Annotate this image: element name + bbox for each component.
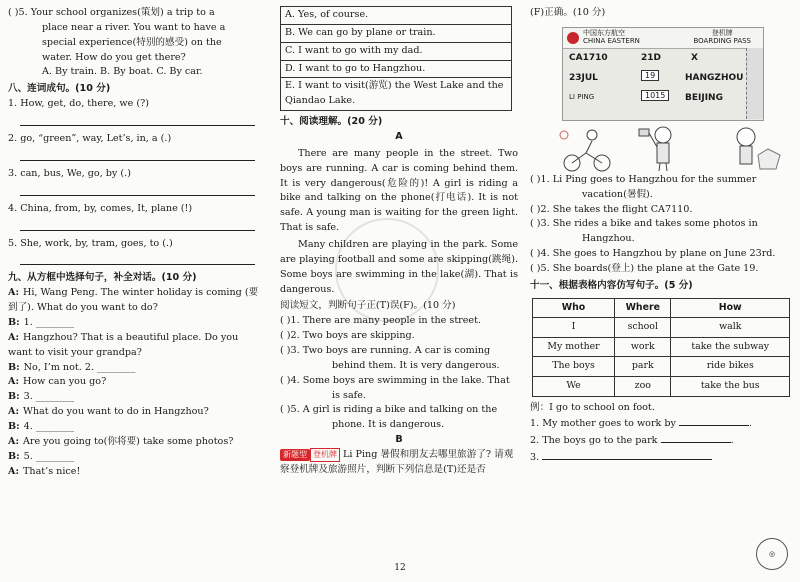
girl-taking-photo-illustration [633, 125, 693, 173]
table-cell: ride bikes [671, 357, 790, 377]
table-cell: work [615, 337, 671, 357]
airline-cn: 中国东方航空 [583, 28, 625, 37]
tf-instruction: 阅读短文，判断句子正(T)误(F)。(10 分) [280, 300, 456, 312]
tf-item: ( )5. A girl is riding a bike and talking on the phone. It is dangerous. [280, 404, 498, 431]
dialog-line [8, 420, 263, 435]
dialog-text: How can you go? [23, 376, 107, 388]
gate-number: 19 [641, 70, 659, 81]
answer-blank[interactable] [679, 415, 749, 426]
dialog-text: 1. ________ [23, 317, 75, 329]
answer-prompt: 3. [530, 452, 540, 464]
speaker: A: [8, 435, 19, 447]
new-type-tag: 新题型 [280, 449, 310, 461]
table-header: How [671, 298, 790, 318]
passenger-name: LI PING [569, 92, 595, 101]
dialog-line [8, 375, 263, 390]
boarding-pass [562, 27, 764, 121]
q5-options: A. By train. B. By boat. C. By car. [42, 66, 203, 78]
tf-item: ( )4. She goes to Hangzhou by plane on June 23rd. [530, 248, 776, 260]
table-cell: We [533, 377, 615, 397]
dialog-line [8, 390, 263, 405]
tf-list-b [530, 173, 792, 277]
table-cell: take the bus [671, 377, 790, 397]
dialog [8, 286, 263, 479]
option-e: E. I want to visit(游览) the West Lake and the Qiandao Lake. [281, 78, 512, 111]
dialog-line [8, 435, 263, 450]
tf-item: ( )5. She boards(登上) the plane at the Gate 19. [530, 263, 759, 275]
section-8-title: 八、连词成句。(10 分) [8, 83, 111, 95]
passage-b-intro: Li Ping 暑假和朋友去哪里旅游了? 请观察登机牌及旅游照片，判断下列信息是(T)还是否 [280, 449, 514, 475]
tf-item: ( )2. Two boys are skipping. [280, 330, 415, 342]
dialog-text: 4. ________ [23, 421, 75, 433]
table-cell: zoo [615, 377, 671, 397]
tf-list-a [280, 314, 518, 433]
origin: BEIJING [685, 92, 723, 103]
speaker: A: [8, 406, 19, 418]
dialog-text: Are you going to(你将要) take some photos? [23, 435, 234, 447]
girl-at-lake-illustration [718, 125, 784, 173]
info-table [532, 298, 790, 397]
dialog-text: No, I’m not. 2. ________ [23, 361, 136, 373]
question-5 [8, 6, 263, 80]
passage-a-para1: There are many people in the street. Two boys are running. A car is coming behind them. It is very dangerous(危险的)! A girl is riding a bike and talking on the phone(打电话). It is not safe. A young man is waiting for the green light. That is safe. [280, 147, 518, 234]
scramble-item: 4. China, from, by, comes, It, plane (!) [8, 202, 193, 214]
table-row [533, 377, 790, 397]
dialog-text: What do you want to do in Hangzhou? [23, 406, 209, 418]
column-middle [280, 6, 518, 478]
boarding-pass-tag: 登机牌 [310, 448, 340, 462]
airline-en: CHINA EASTERN [583, 37, 640, 46]
tf-item: ( )4. Some boys are swimming in the lake. That is safe. [280, 374, 510, 401]
option-c: C. I want to go with my dad. [281, 42, 512, 60]
table-header: Who [533, 298, 615, 318]
flight-number: CA1710 [569, 52, 608, 63]
speaker: A: [8, 287, 19, 299]
tf-item: ( )1. There are many people in the street. [280, 315, 482, 327]
scramble-item: 2. go, “green”, way, Let’s, in, a (.) [8, 133, 172, 145]
boarding-time: 1015 [641, 90, 669, 101]
table-cell: take the subway [671, 337, 790, 357]
dialog-text: 5. ________ [23, 450, 75, 462]
section-9-title: 九、从方框中选择句子，补全对话。(10 分) [8, 272, 197, 284]
speaker: A: [8, 465, 19, 477]
answer-blank[interactable] [661, 432, 731, 443]
dialog-line [8, 331, 263, 361]
section-11-title: 十一、根据表格内容仿写句子。(5 分) [530, 279, 693, 291]
answer-blank[interactable] [542, 449, 712, 460]
table-cell: The boys [533, 357, 615, 377]
table-row [533, 318, 790, 338]
q5-line: water. How do you get there? [42, 51, 186, 63]
publisher-logo-icon: ◎ [756, 538, 788, 570]
q5-line: place near a river. You want to have a [42, 21, 226, 33]
answer-line[interactable] [20, 219, 255, 231]
dialog-text: Hangzhou? That is a beautiful place. Do you want to visit your grandpa? [8, 331, 239, 358]
tf-item: ( )1. Li Ping goes to Hangzhou for the summer vacation(暑假). [530, 173, 757, 200]
column-right: (F)正确。(10 分) 中国东方航空 CHINA EASTERN 登机牌 BOARDING PASS CA1710 21D X 23JUL 19 HANGZHOU LI PING 1015 BEIJING ( )1. Li Ping goes to Hangzhou for the summer vacation(暑假). ( )2. She takes the flight CA7110. ( )3. She rides a bike and takes some photos in Hangzhou. ( )4. She goes to Hangzhou by plane on June 23rd. ( )5. She boards(登上) the plane at the Gate 19. 十一、根据表格内容仿写句子。(5 分) Who Where How I school walk My mother work take the subway The boys park ride bikes We zoo take the bus 例：I go to school on foot. 1. My mother goes to work by . 2. The boys go to the park . 3. [530, 6, 792, 466]
dialog-line [8, 450, 263, 465]
speaker: B: [8, 361, 20, 373]
q5-line: special experience(特别的感受) on the [42, 36, 222, 48]
table-row [533, 337, 790, 357]
option-a: A. Yes, of course. [281, 7, 512, 25]
scramble-item: 3. can, bus, We, go, by (.) [8, 167, 131, 179]
dialog-text: Hi, Wang Peng. The winter holiday is coming (要到了). What do you want to do? [8, 287, 259, 314]
table-cell: park [615, 357, 671, 377]
passage-b-label: B [395, 434, 403, 446]
column-left [8, 6, 263, 479]
boarding-pass-en: BOARDING PASS [693, 37, 751, 46]
tf-item: ( )3. Two boys are running. A car is coming behind them. It is very dangerous. [280, 345, 500, 371]
date: 23JUL [569, 72, 598, 83]
destination: HANGZHOU [685, 72, 744, 83]
speaker: B: [8, 391, 20, 403]
dialog-line [8, 286, 263, 316]
table-cell: school [615, 318, 671, 338]
scramble-item: 5. She, work, by, tram, goes, to (.) [8, 237, 173, 249]
example-sentence: 例：I go to school on foot. [530, 401, 655, 413]
dialog-line [8, 316, 263, 331]
passage-a-para2: Many children are playing in the park. Some are playing football and some are skipping(跳绳). Some boys are swimming in the lake(湖). That is dangerous. [280, 239, 518, 295]
answer-line[interactable] [20, 114, 255, 126]
answer-line[interactable] [20, 149, 255, 161]
airline-logo-icon [567, 32, 579, 44]
tf-item: ( )2. She takes the flight CA7110. [530, 203, 693, 215]
q5-line: ( )5. Your school organizes(策划) a trip to a [8, 7, 215, 18]
dialog-text: 3. ________ [23, 391, 75, 403]
dialog-line [8, 361, 263, 376]
table-header: Where [615, 298, 671, 318]
option-d: D. I want to go to Hangzhou. [281, 60, 512, 78]
section-10-title: 十、阅读理解。(20 分) [280, 116, 383, 128]
answer-line[interactable] [20, 253, 255, 265]
dialog-line [8, 465, 263, 480]
dialog-line [8, 405, 263, 420]
class-code: X [691, 52, 698, 63]
table-cell: I [533, 318, 615, 338]
boarding-pass-cn: 登机牌 [711, 28, 733, 37]
answer-prompt: 1. My mother goes to work by [530, 418, 676, 430]
answer-line[interactable] [20, 184, 255, 196]
speaker: A: [8, 331, 19, 343]
passage-a-label: A [395, 131, 403, 143]
table-cell: My mother [533, 337, 615, 357]
options-box [280, 6, 512, 111]
option-b: B. We can go by plane or train. [281, 24, 512, 42]
scramble-item: 1. How, get, do, there, we (?) [8, 98, 149, 110]
travel-photos [558, 125, 788, 173]
dialog-text: That’s nice! [23, 465, 81, 477]
answer-prompt: 2. The boys go to the park [530, 435, 658, 447]
table-row [533, 357, 790, 377]
seat-number: 21D [641, 52, 661, 63]
speaker: A: [8, 376, 19, 388]
speaker: B: [8, 450, 20, 462]
speaker: B: [8, 317, 20, 329]
page-number: 12 [394, 563, 406, 574]
passage-b-intro-end: (F)正确。(10 分) [530, 7, 606, 18]
tf-item: ( )3. She rides a bike and takes some photos in Hangzhou. [530, 218, 758, 245]
table-cell: walk [671, 318, 790, 338]
pass-stub [746, 48, 763, 119]
girl-riding-bike-illustration [558, 127, 618, 173]
speaker: B: [8, 421, 20, 433]
